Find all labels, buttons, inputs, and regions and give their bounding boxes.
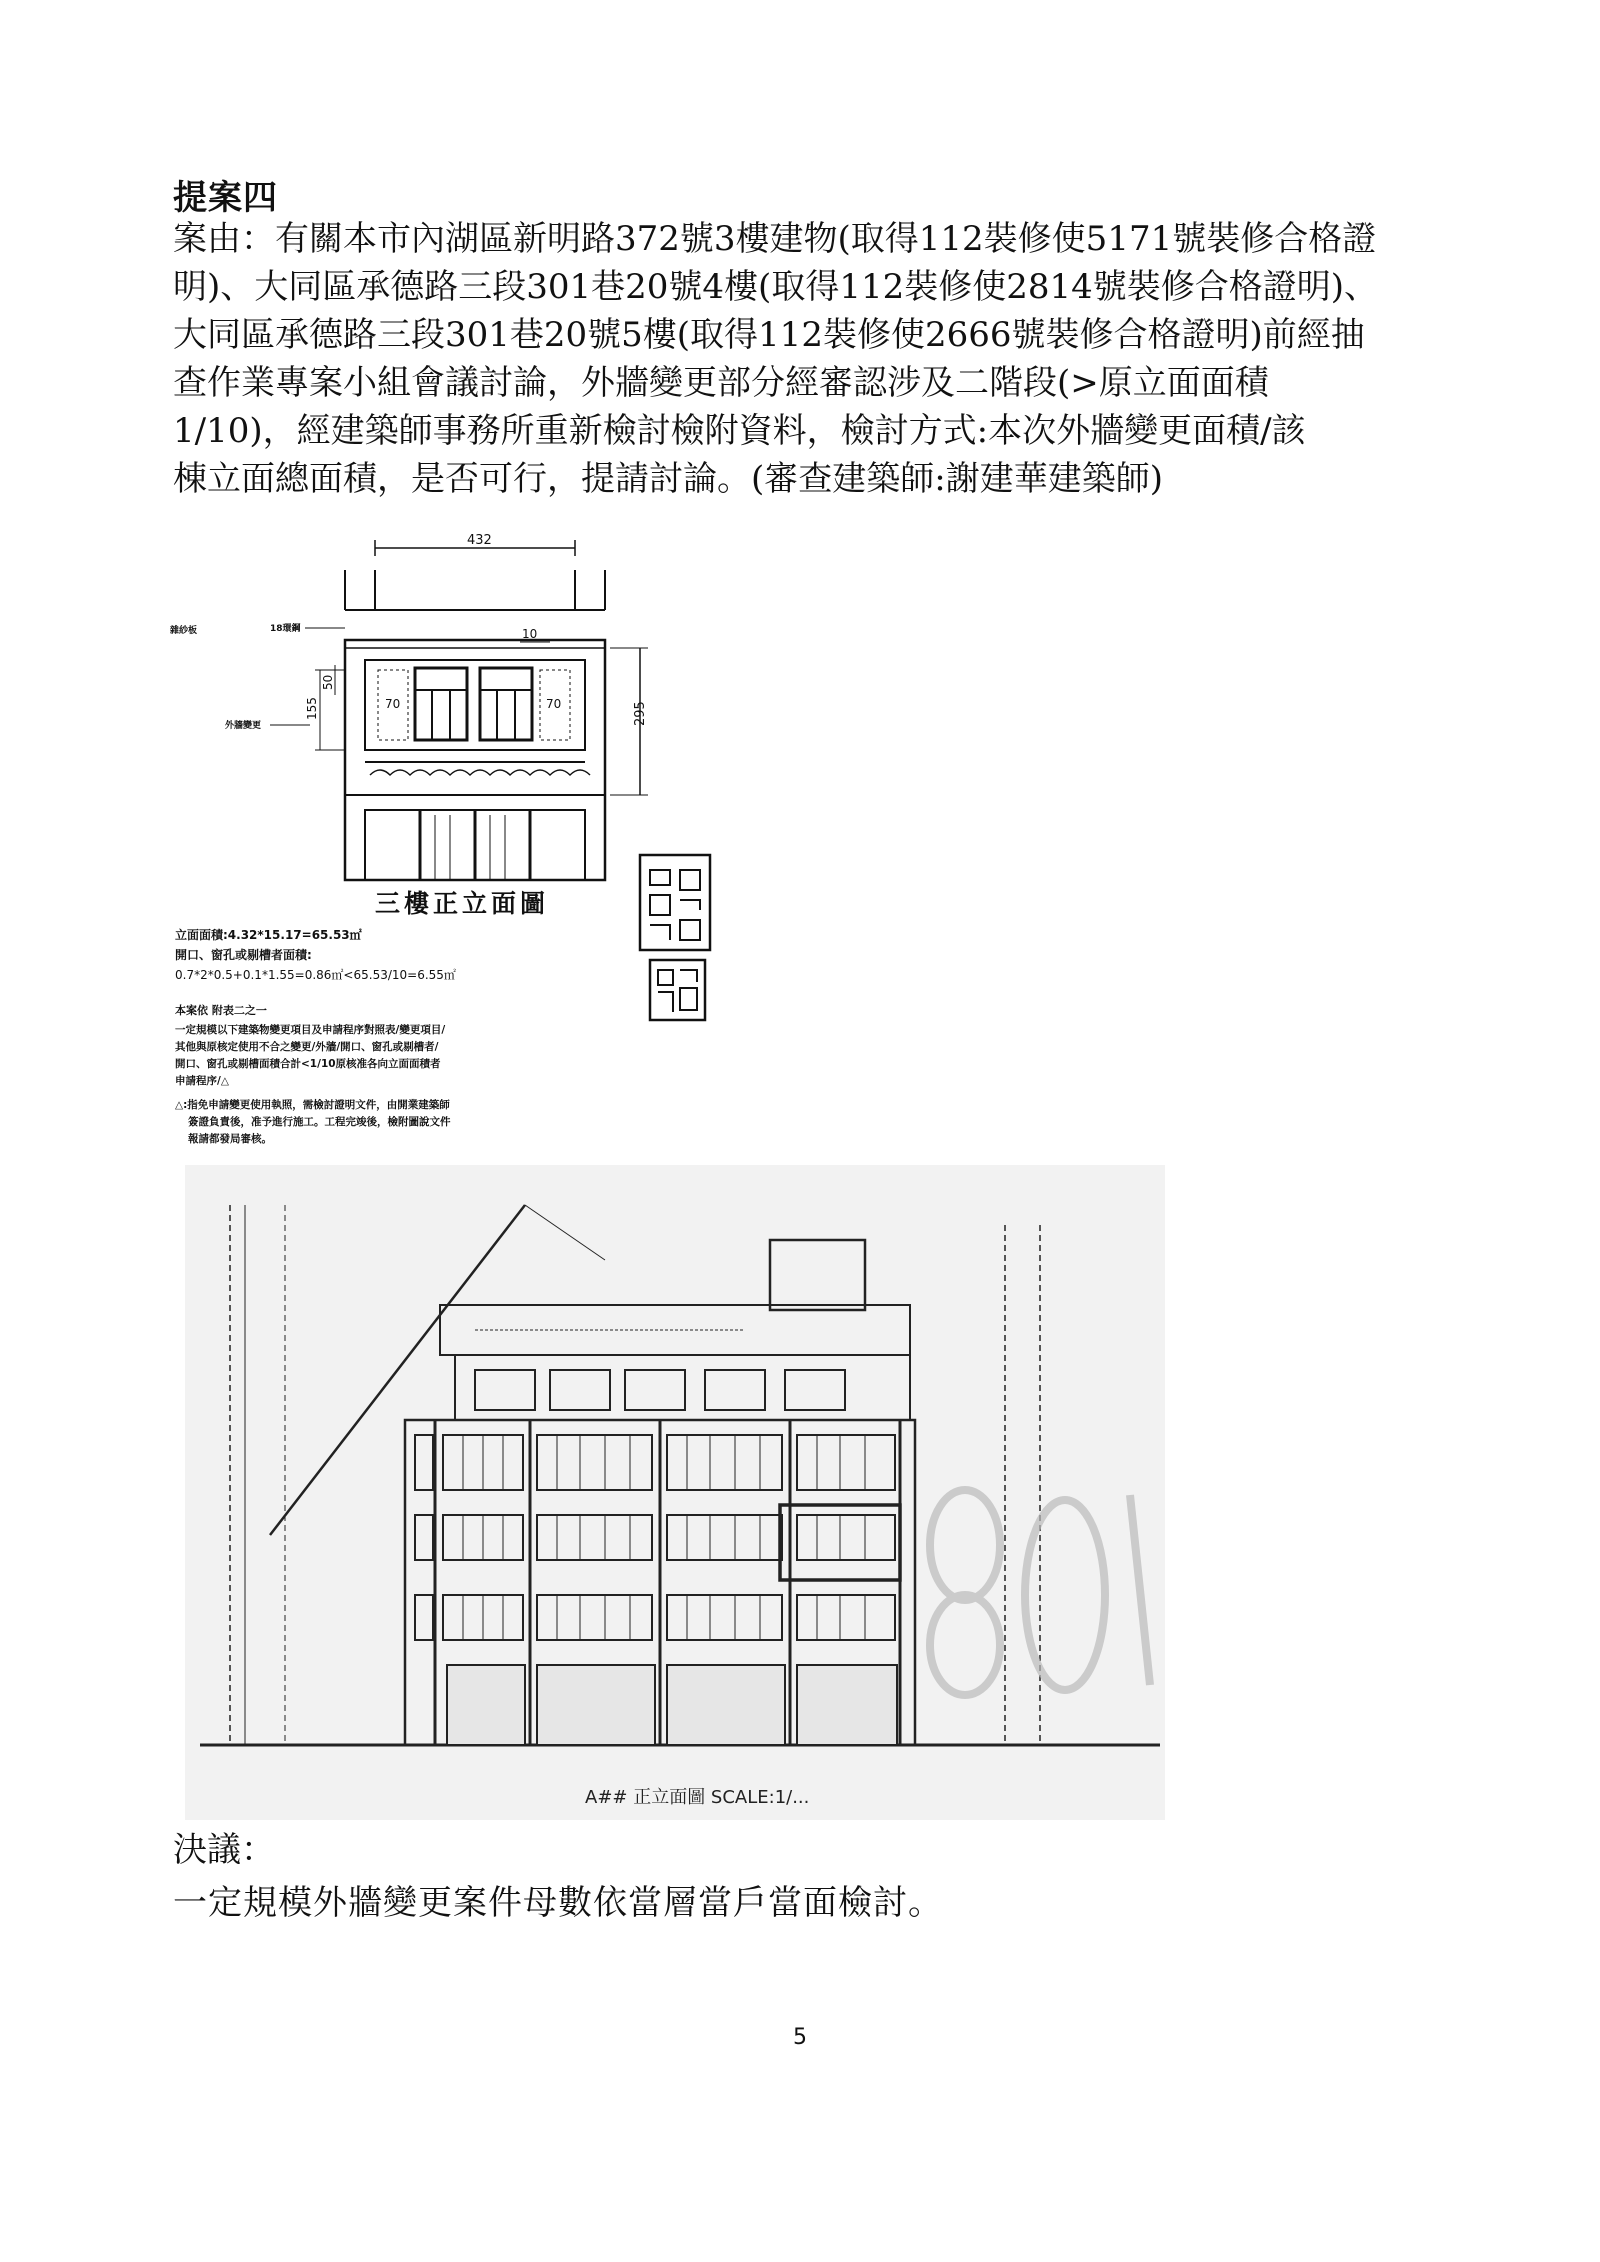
- resolution-text: 一定規模外牆變更案件母數依當層當戶當面檢討。: [173, 1883, 943, 1923]
- footnote-line: 簽證負責後，准予進行施工。工程完竣後，檢附圖說文件: [188, 1116, 451, 1128]
- dim-left-text: 155: [305, 697, 319, 720]
- elevation-caption: A## 正立面圖 SCALE:1/...: [585, 1787, 810, 1808]
- window-left: [415, 668, 467, 740]
- dim-top-text: 432: [467, 533, 492, 548]
- architect-seal-stamp: [640, 855, 710, 950]
- area-line-1: 立面面積:4.32*15.17=65.53㎡: [175, 928, 362, 942]
- paragraph-line: 大同區承德路三段301巷20號5樓(取得112裝修使2666號裝修合格證明)前經抽: [173, 315, 1365, 355]
- page-number: 5: [793, 2025, 807, 2050]
- architect-name-stamp: [650, 960, 705, 1020]
- area-line-2: 開口、窗孔或剔槽者面積:: [175, 948, 312, 962]
- dim-small-10: 10: [522, 627, 538, 641]
- paragraph-line: 明)、大同區承德路三段301巷20號4樓(取得112裝修使2814號裝修合格證明)、: [173, 267, 1379, 307]
- third-floor-elevation-figure: [170, 530, 770, 1170]
- dim-right-text: 295: [633, 701, 648, 726]
- proposal-heading: 提案四: [173, 178, 278, 218]
- paragraph-line: 棟立面總面積，是否可行，提請討論。(審查建築師:謝建華建築師): [173, 459, 1163, 499]
- front-elevation-figure: [185, 1165, 1165, 1820]
- note-line: 一定規模以下建築物變更項目及申請程序對照表/變更項目/: [175, 1024, 446, 1036]
- note-title: 本案依 附表二之一: [175, 1004, 267, 1017]
- footnote-line: △:指免申請變更使用執照，需檢討證明文件，由開業建築師: [175, 1099, 450, 1111]
- note-line: 開口、窗孔或剔槽面積合計<1/10原核准各向立面面積者: [175, 1058, 441, 1070]
- window-right: [480, 668, 532, 740]
- paragraph-line: 案由：有關本市內湖區新明路372號3樓建物(取得112裝修使5171號裝修合格證: [173, 219, 1377, 259]
- awning-band: [370, 770, 590, 775]
- footnote-line: 報請都發局審核。: [188, 1133, 272, 1145]
- area-line-3: 0.7*2*0.5+0.1*1.55=0.86㎡<65.53/10=6.55㎡: [175, 968, 456, 982]
- label-left-top: 雜紗板: [170, 626, 198, 636]
- drawing-title: 三樓正立面圖: [375, 889, 550, 918]
- note-line: 申請程序/△: [175, 1075, 229, 1087]
- note-line: 其他與原核定使用不合之變更/外牆/開口、窗孔或剔槽者/: [175, 1041, 439, 1053]
- dim-left-small-text: 50: [321, 674, 335, 690]
- label-top: 18環鋼: [270, 624, 301, 634]
- label-left-mid: 外牆變更: [225, 721, 262, 731]
- resolution-label: 決議：: [173, 1830, 275, 1870]
- proposal-paragraph: [173, 215, 1413, 503]
- paragraph-line: 1/10)，經建築師事務所重新檢討檢附資料，檢討方式:本次外牆變更面積/該: [173, 411, 1306, 451]
- paragraph-line: 查作業專案小組會議討論，外牆變更部分經審認涉及二階段(>原立面面積: [173, 363, 1269, 403]
- dim-window-right: 70: [546, 697, 562, 711]
- dim-window-left: 70: [385, 697, 401, 711]
